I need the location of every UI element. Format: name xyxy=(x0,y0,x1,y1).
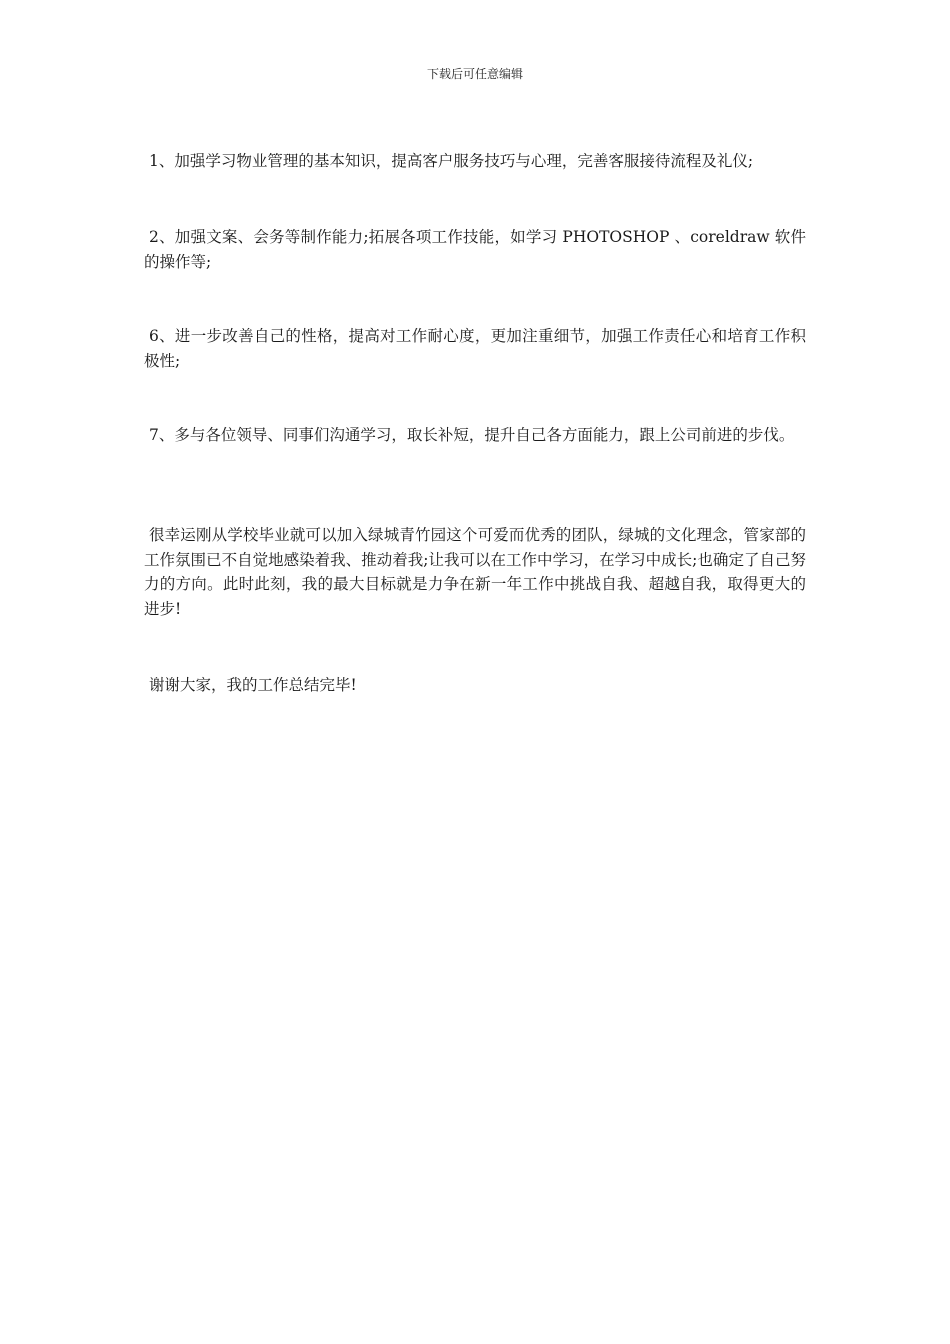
paragraph-item-6: 6、进一步改善自己的性格，提高对工作耐心度，更加注重细节，加强工作责任心和培育工作积极性; xyxy=(144,327,806,370)
paragraph-closing: 谢谢大家，我的工作总结完毕! xyxy=(149,676,357,694)
paragraph-item-1: 1、加强学习物业管理的基本知识，提高客户服务技巧与心理，完善客服接待流程及礼仪; xyxy=(149,152,754,170)
page-header: 下载后可任意编辑 xyxy=(426,67,523,81)
paragraph-item-7: 7、多与各位领导、同事们沟通学习，取长补短，提升自己各方面能力，跟上公司前进的步伐。 xyxy=(149,426,795,444)
paragraph-conclusion: 很幸运刚从学校毕业就可以加入绿城青竹园这个可爱而优秀的团队，绿城的文化理念，管家部的工作氛围已不自觉地感染着我、推动着我;让我可以在工作中学习，在学习中成长;也确定了自己努力的方向。此时此刻，我的最大目标就是力争在新一年工作中挑战自我、超越自我，取得更大的进步! xyxy=(144,526,806,618)
paragraph-item-2: 2、加强文案、会务等制作能力;拓展各项工作技能，如学习 PHOTOSHOP 、coreldraw 软件的操作等; xyxy=(144,228,806,271)
